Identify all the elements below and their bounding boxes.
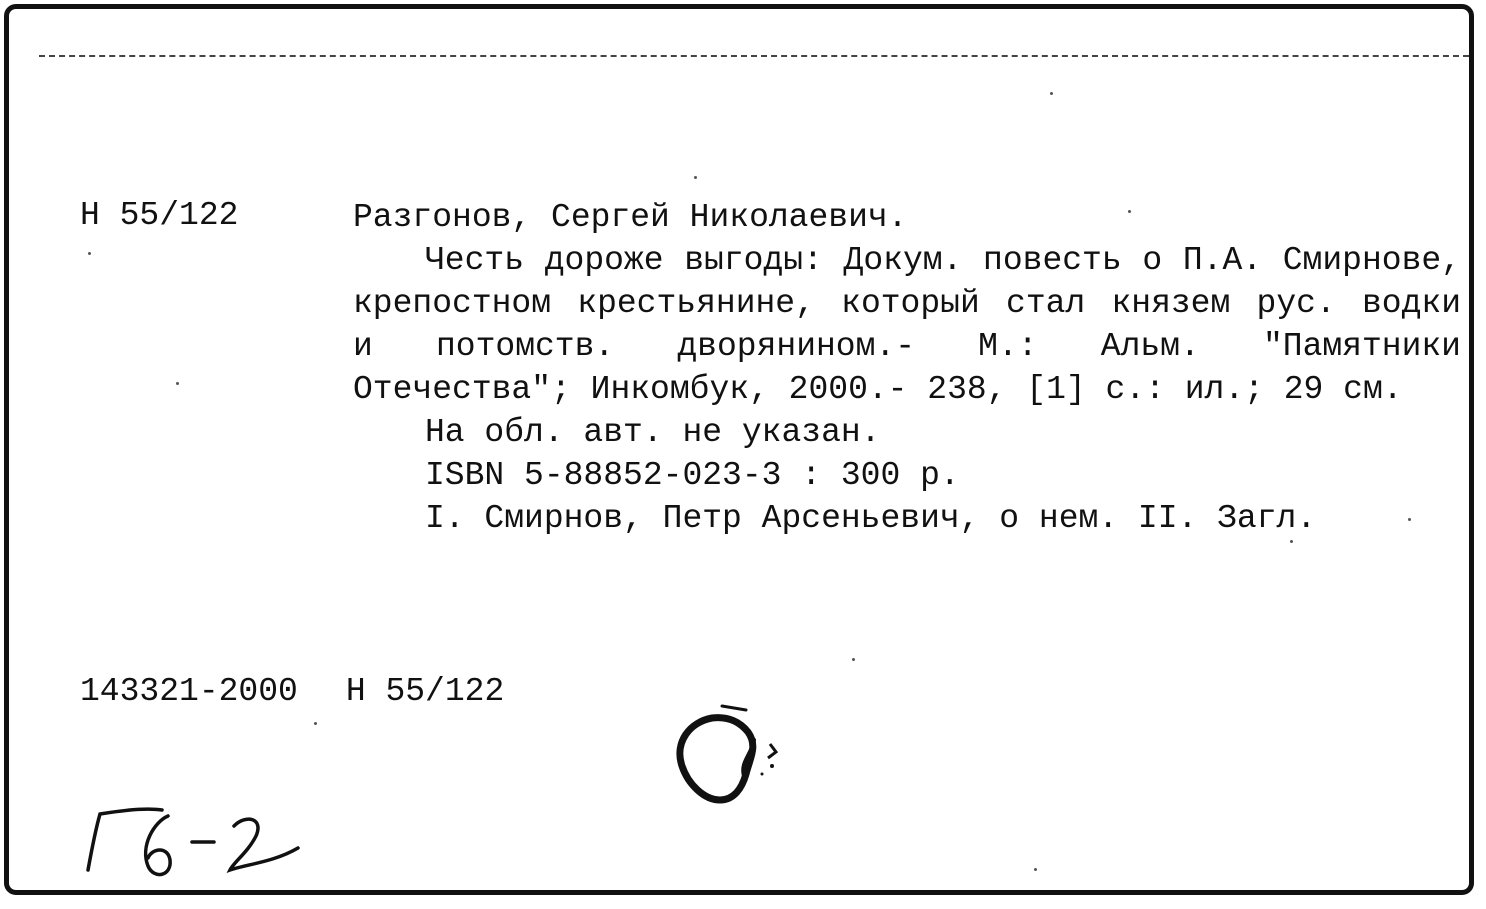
top-dashed-rule (39, 55, 1469, 57)
note-line: На обл. авт. не указан. (425, 414, 881, 451)
paper-speck (88, 252, 91, 255)
bibliographic-record (353, 196, 1461, 540)
call-number: Н 55/122 (80, 197, 239, 234)
paper-speck (694, 176, 697, 179)
handwritten-shelf-mark (78, 790, 328, 890)
footer-call-number: Н 55/122 (345, 673, 505, 710)
paper-speck (176, 382, 179, 385)
paper-speck (1034, 868, 1037, 871)
card-footer (80, 672, 504, 712)
paper-speck (1290, 540, 1293, 543)
library-stamp-mark (660, 700, 790, 812)
paper-speck (1128, 210, 1131, 213)
tracings-line: I. Смирнов, Петр Арсеньевич, о нем. II. Загл. (425, 500, 1317, 537)
paper-speck (1050, 92, 1053, 95)
author-heading: Разгонов, Сергей Николаевич. (353, 199, 908, 236)
title-description: Честь дороже выгоды: Докум. повесть о П.А. Смирнове, крепостном крестьянине, который стал князем рус. водки и потомств. дворянином.- М.: Альм. "Памятники Отечества"; Инкомбук, 2000.- 238, [1] с.: ил.; 29 см. (353, 242, 1461, 408)
paper-speck (1408, 518, 1411, 521)
paper-speck (852, 658, 855, 661)
paper-speck (314, 722, 317, 725)
accession-number: 143321-2000 (80, 673, 298, 710)
isbn-line: ISBN 5-88852-023-3 : 300 р. (425, 457, 960, 494)
